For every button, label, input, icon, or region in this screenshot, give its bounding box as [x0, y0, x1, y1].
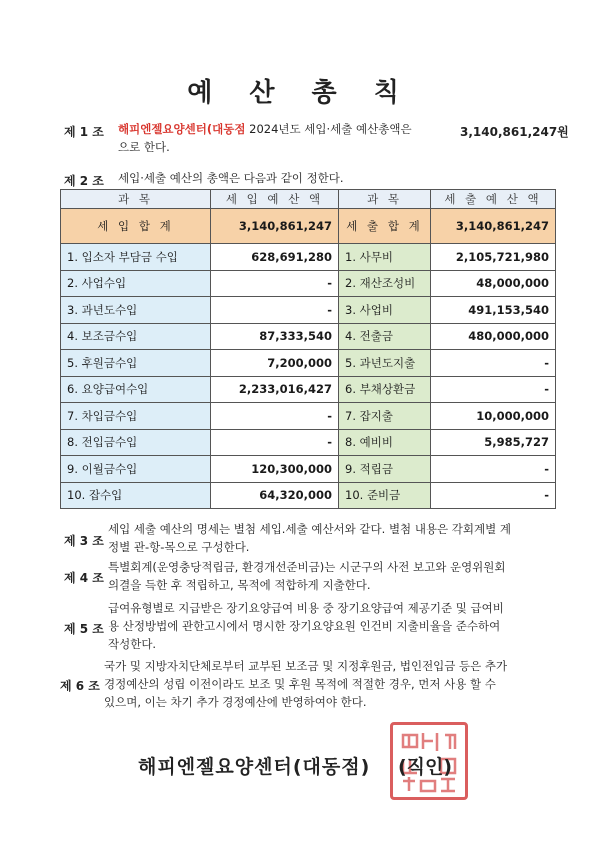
- article-5-line2: 용 산정방법에 관한고시에서 명시한 장기요양요원 인건비 지출비율을 준수하여: [108, 619, 501, 633]
- table-header-row: [61, 190, 556, 209]
- table-row: [61, 244, 556, 271]
- expense-amount: 491,153,540: [431, 297, 556, 324]
- article-6-text: [104, 657, 584, 711]
- revenue-amount: 2,233,016,427: [211, 376, 339, 403]
- table-row: [61, 297, 556, 324]
- article-5-line3: 작성한다.: [108, 637, 157, 651]
- revenue-amount: -: [211, 270, 339, 297]
- expense-amount: -: [431, 376, 556, 403]
- expense-sum-value: 3,140,861,247: [431, 209, 556, 244]
- expense-amount: -: [431, 482, 556, 509]
- expense-item: 7. 잡지출: [339, 403, 431, 430]
- expense-item: 9. 적립금: [339, 456, 431, 483]
- article-4-line2: 의결을 득한 후 적립하고, 목적에 적합하게 지출한다.: [108, 578, 371, 592]
- expense-item: 6. 부채상환금: [339, 376, 431, 403]
- revenue-amount: 628,691,280: [211, 244, 339, 271]
- expense-amount: -: [431, 350, 556, 377]
- article-3-line1: 세입 세출 예산의 명세는 별첨 세입.세출 예산서와 같다. 별첨 내용은 각회계별 계: [108, 522, 512, 536]
- seal-label: (직인): [398, 756, 453, 778]
- revenue-amount: 120,300,000: [211, 456, 339, 483]
- table-row: [61, 403, 556, 430]
- article-4-label: 제 4 조: [64, 571, 104, 585]
- article-3-text: [108, 520, 578, 556]
- expense-amount: 10,000,000: [431, 403, 556, 430]
- revenue-item: 1. 입소자 부담금 수입: [61, 244, 211, 271]
- revenue-amount: -: [211, 297, 339, 324]
- header-revenue-item: 과 목: [61, 190, 211, 209]
- article-6-label: 제 6 조: [60, 679, 100, 693]
- revenue-amount: 64,320,000: [211, 482, 339, 509]
- revenue-item: 10. 잡수입: [61, 482, 211, 509]
- budget-table: [60, 189, 556, 509]
- revenue-item: 9. 이월금수입: [61, 456, 211, 483]
- article-1-label: 제 1 조: [64, 125, 104, 139]
- revenue-amount: 87,333,540: [211, 323, 339, 350]
- revenue-item: 7. 차입금수입: [61, 403, 211, 430]
- footer-org-name: 해피엔젤요양센터(대동점): [138, 756, 371, 778]
- expense-item: 3. 사업비: [339, 297, 431, 324]
- expense-item: 8. 예비비: [339, 429, 431, 456]
- revenue-item: 2. 사업수입: [61, 270, 211, 297]
- article-6-line2: 경정예산의 성립 이전이라도 보조 및 후원 목적에 적절한 경우, 먼저 사용 할 수: [104, 677, 496, 691]
- revenue-item: 3. 과년도수입: [61, 297, 211, 324]
- header-expense-amount: 세 출 예 산 액: [431, 190, 556, 209]
- revenue-item: 8. 전입금수입: [61, 429, 211, 456]
- article-5-label: 제 5 조: [64, 622, 104, 636]
- table-sum-row: [61, 209, 556, 244]
- expense-item: 5. 과년도지출: [339, 350, 431, 377]
- revenue-sum-value: 3,140,861,247: [211, 209, 339, 244]
- expense-item: 1. 사무비: [339, 244, 431, 271]
- article-6-line3: 있으며, 이는 차기 추가 경정예산에 반영하여야 한다.: [104, 695, 367, 709]
- article-4-line1: 특별회계(운영충당적립금, 환경개선준비금)는 시군구의 사전 보고와 운영위원회: [108, 560, 506, 574]
- article-1-text-line1: 2024년도 세입·세출 예산총액은: [249, 122, 412, 136]
- header-expense-item: 과 목: [339, 190, 431, 209]
- revenue-sum-label: 세 입 합 계: [61, 209, 211, 244]
- table-row: [61, 323, 556, 350]
- table-row: [61, 482, 556, 509]
- article-3-line2: 정별 관-항-목으로 구성한다.: [108, 540, 250, 554]
- revenue-amount: -: [211, 403, 339, 430]
- article-5-text: [108, 599, 578, 653]
- expense-sum-label: 세 출 합 계: [339, 209, 431, 244]
- revenue-item: 4. 보조금수입: [61, 323, 211, 350]
- revenue-item: 6. 요양급여수입: [61, 376, 211, 403]
- table-row: [61, 376, 556, 403]
- header-revenue-amount: 세 입 예 산 액: [211, 190, 339, 209]
- expense-item: 4. 전출금: [339, 323, 431, 350]
- article-1-org-name: 해피엔젤요양센터(대동점: [118, 122, 246, 136]
- article-1-text-line2: 으로 한다.: [118, 140, 170, 154]
- revenue-amount: 7,200,000: [211, 350, 339, 377]
- expense-amount: -: [431, 456, 556, 483]
- article-2-text: 세입·세출 예산의 총액은 다음과 같이 정한다.: [118, 171, 344, 185]
- expense-item: 2. 재산조성비: [339, 270, 431, 297]
- expense-item: 10. 준비금: [339, 482, 431, 509]
- article-6-line1: 국가 및 지방자치단체로부터 교부된 보조금 및 지정후원금, 법인전입금 등은 추가: [104, 659, 508, 673]
- table-row: [61, 350, 556, 377]
- article-4-text: [108, 558, 578, 594]
- article-3-label: 제 3 조: [64, 534, 104, 548]
- page-title: 예 산 총 칙: [187, 78, 413, 108]
- table-row: [61, 429, 556, 456]
- revenue-item: 5. 후원금수입: [61, 350, 211, 377]
- article-2-label: 제 2 조: [64, 174, 104, 188]
- article-5-line1: 급여유형별로 지급받은 장기요양급여 비용 중 장기요양급여 제공기준 및 급여비: [108, 601, 504, 615]
- revenue-amount: -: [211, 429, 339, 456]
- article-1-text: [118, 120, 418, 156]
- table-row: [61, 456, 556, 483]
- expense-amount: 480,000,000: [431, 323, 556, 350]
- budget-total: 3,140,861,247원: [460, 125, 569, 139]
- expense-amount: 48,000,000: [431, 270, 556, 297]
- expense-amount: 5,985,727: [431, 429, 556, 456]
- expense-amount: 2,105,721,980: [431, 244, 556, 271]
- table-row: [61, 270, 556, 297]
